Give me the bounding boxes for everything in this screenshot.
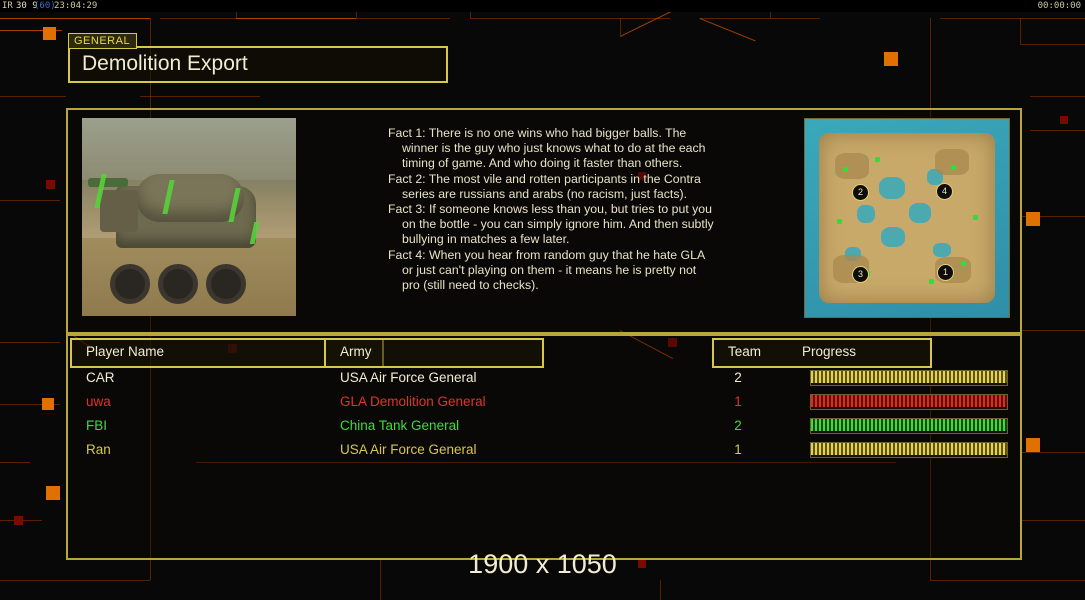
player-name: FBI bbox=[86, 418, 108, 433]
minimap[interactable] bbox=[804, 118, 1010, 318]
minimap-resource-dot bbox=[973, 215, 978, 220]
status-ir-label: IR bbox=[2, 1, 13, 11]
map-title-box bbox=[68, 46, 448, 83]
player-progress-bar bbox=[810, 370, 1008, 386]
minimap-water-blob bbox=[857, 205, 875, 223]
minimap-resource-dot bbox=[837, 219, 842, 224]
player-rows bbox=[68, 366, 1020, 462]
player-army: China Tank General bbox=[340, 418, 460, 433]
minimap-terrain-patch bbox=[935, 149, 969, 175]
minimap-resource-dot bbox=[929, 279, 934, 284]
minimap-start-position-1: 1 bbox=[937, 264, 954, 281]
player-army: USA Air Force General bbox=[340, 442, 477, 457]
truck-pipe-shape bbox=[88, 178, 128, 187]
player-team: 1 bbox=[734, 394, 742, 409]
player-progress-bar bbox=[810, 418, 1008, 434]
table-row[interactable] bbox=[68, 390, 1020, 414]
minimap-water-blob bbox=[881, 227, 905, 247]
column-header-army bbox=[324, 338, 544, 368]
column-header-army-label: Army bbox=[340, 344, 372, 359]
player-team: 1 bbox=[734, 442, 742, 457]
minimap-start-position-3: 3 bbox=[852, 266, 869, 283]
minimap-resource-dot bbox=[843, 167, 848, 172]
player-name: uwa bbox=[86, 394, 111, 409]
minimap-resource-dot bbox=[875, 157, 880, 162]
player-progress-bar bbox=[810, 442, 1008, 458]
truck-tank-shape bbox=[136, 174, 244, 222]
fact-item: Fact 1: There is no one wins who had bigger balls. The winner is the guy who just knows what to do at the each timing of game. And who doing it faster than others. bbox=[388, 126, 706, 171]
minimap-water-blob bbox=[879, 177, 905, 199]
fact-item: Fact 2: The most vile and rotten participants in the Contra series are russians and arabs (no racism, just facts). bbox=[388, 171, 701, 201]
page-title: Demolition Export bbox=[82, 52, 248, 75]
minimap-start-position-4: 4 bbox=[936, 183, 953, 200]
general-tag: GENERAL bbox=[68, 33, 137, 49]
facts-text bbox=[388, 126, 714, 293]
table-row[interactable] bbox=[68, 414, 1020, 438]
player-army: USA Air Force General bbox=[340, 370, 477, 385]
truck-wheel bbox=[158, 264, 198, 304]
minimap-resource-dot bbox=[961, 261, 966, 266]
status-fps: 30 9 bbox=[16, 1, 38, 11]
truck-cab-shape bbox=[100, 190, 138, 232]
player-list-panel bbox=[66, 334, 1022, 560]
info-panel bbox=[66, 108, 1022, 334]
unit-image-sky bbox=[82, 118, 296, 180]
status-fps-max: (60) bbox=[34, 1, 56, 11]
column-header-team-label: Team bbox=[728, 344, 762, 359]
minimap-water-blob bbox=[933, 243, 951, 257]
minimap-start-position-2: 2 bbox=[852, 184, 869, 201]
unit-preview-image bbox=[82, 118, 296, 316]
player-name: CAR bbox=[86, 370, 115, 385]
table-row[interactable] bbox=[68, 366, 1020, 390]
status-clock: 23:04:29 bbox=[54, 1, 98, 11]
player-team: 2 bbox=[734, 370, 742, 385]
status-timer: 00:00:00 bbox=[1037, 1, 1081, 11]
column-header-team-progress bbox=[712, 338, 932, 368]
fact-item: Fact 3: If someone knows less than you, but tries to put you on the bottle - you can simply ignore him. And then subtly bullying in matches a few later. bbox=[388, 202, 714, 247]
table-row[interactable] bbox=[68, 438, 1020, 462]
column-header-progress-label: Progress bbox=[802, 344, 857, 359]
fact-item: Fact 4: When you hear from random guy that he hate GLA or just can't playing on them - it means he is pretty not pro (still need to checks). bbox=[388, 247, 705, 293]
column-header-player-name-label: Player Name bbox=[86, 344, 165, 359]
player-army: GLA Demolition General bbox=[340, 394, 486, 409]
truck-wheel bbox=[206, 264, 246, 304]
minimap-resource-dot bbox=[951, 165, 956, 170]
resolution-label: 1900 x 1050 bbox=[468, 549, 617, 579]
player-progress-bar bbox=[810, 394, 1008, 410]
truck-wheel bbox=[110, 264, 150, 304]
minimap-terrain-patch bbox=[835, 153, 869, 179]
status-bar bbox=[0, 0, 1085, 12]
minimap-water-blob bbox=[909, 203, 931, 223]
player-team: 2 bbox=[734, 418, 742, 433]
player-name: Ran bbox=[86, 442, 111, 457]
